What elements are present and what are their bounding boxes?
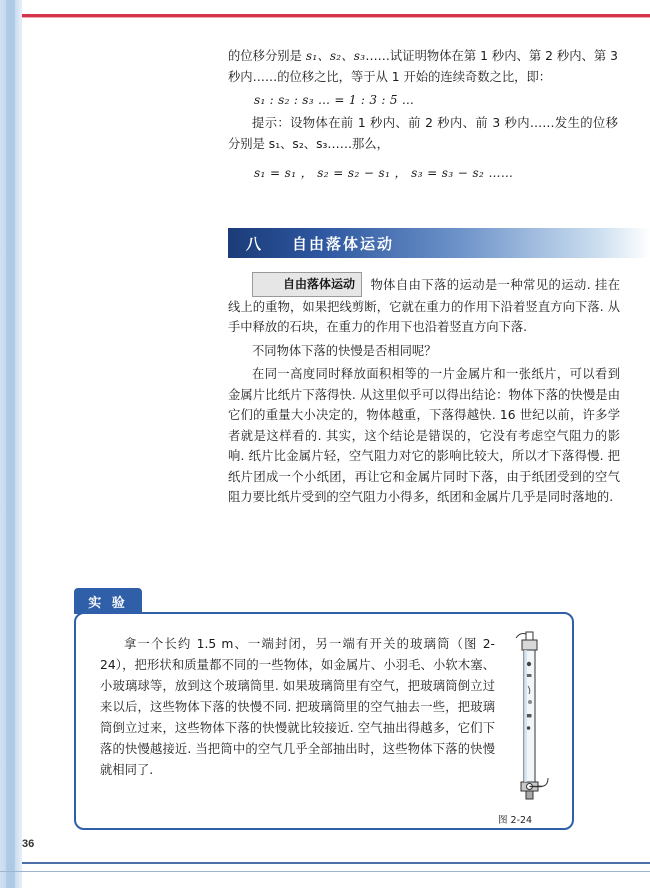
paragraph-question: 不同物体下落的快慢是否相同呢？: [252, 343, 437, 358]
left-margin-band: [0, 0, 22, 888]
figure-2-24: [498, 628, 560, 804]
experiment-tab-label: 实 验: [88, 595, 128, 611]
glass-tube-illustration: [498, 628, 560, 804]
left-margin-stripe: [6, 0, 15, 888]
bottom-rule: [22, 862, 650, 864]
problem-symbols: s₁、s₂、s₃: [305, 49, 366, 63]
problem-text-part2: ……试证明物体在第 1 秒内、第 2 秒内、第 3 秒内……的位移之比，等于从 1 开始的连续奇数之比，即：: [228, 49, 618, 84]
experiment-paragraph: 拿一个长约 1.5 m、一端封闭，另一端有开关的玻璃筒（图 2-24），把形状和质量都不同的一些物体，如金属片、小羽毛、小软木塞、小玻璃球等，放到这个玻璃筒里. 如果玻璃筒里有空气，把玻璃筒倒立过来以后，这些物体下落的快慢不同. 把玻璃筒里的空气抽去一些，把玻璃筒倒立过来，这些物体下落的快慢就比较接近. 空气抽出得越多，它们下落的快慢越接近. 当把筒中的空气几乎全部抽出时，这些物体下落的快慢就相同了.: [100, 637, 495, 777]
experiment-tab: [74, 588, 142, 614]
section-number: 八: [246, 234, 263, 253]
top-red-rule-thin: [22, 17, 650, 18]
paragraph-discussion: 在同一高度同时释放面积相等的一片金属片和一张纸片，可以看到金属片比纸片下落得快. 从这里似乎可以得出结论：物体下落的快慢是由它们的重量大小决定的，物体越重，下落得越快. 16 世纪以前，许多学者就是这样看的. 其实，这个结论是错误的，它没有考虑空气阻力的影响. 纸片比金属片轻，空气阻力对它的影响比较大，所以才下落得慢. 把纸片团成一个小纸团，再让它和金属片同时下落，由于纸团受到的空气阻力要比纸片受到的空气阻力小得多，纸团和金属片几乎是同时落地的.: [228, 367, 620, 504]
section-title: 自由落体运动: [292, 234, 395, 253]
paragraph-hint: 提示：设物体在前 1 秒内、前 2 秒内、前 3 秒内……发生的位移分别是 s₁、s₂、s₃……那么，: [228, 116, 618, 151]
paragraph-definition: [228, 272, 620, 338]
experiment-text-block: [100, 634, 495, 781]
figure-caption: 图 2-24: [498, 815, 533, 826]
bottom-rule-thin: [0, 871, 650, 872]
problem-text-part1: 的位移分别是: [228, 49, 306, 63]
top-text-block: [228, 46, 618, 185]
body-text-block: [228, 272, 620, 511]
section-header-bar: [228, 228, 650, 258]
page-number: 36: [22, 838, 35, 850]
formula-differences: s₁ = s₁ ， s₂ = s₂ − s₁ ， s₃ = s₃ − s₂ ……: [254, 166, 514, 180]
definition-text: 物体自由下落的运动是一种常见的运动. 挂在线上的重物，如果把线剪断，它就在重力的作用下沿着竖直方向下落. 从手中释放的石块，在重力的作用下也沿着竖直方向下落.: [228, 278, 620, 334]
paragraph-problem: [228, 46, 618, 87]
formula-ratio: s₁ : s₂ : s₃ … = 1 : 3 : 5 …: [254, 93, 415, 107]
key-term-badge: 自由落体运动: [252, 272, 362, 297]
